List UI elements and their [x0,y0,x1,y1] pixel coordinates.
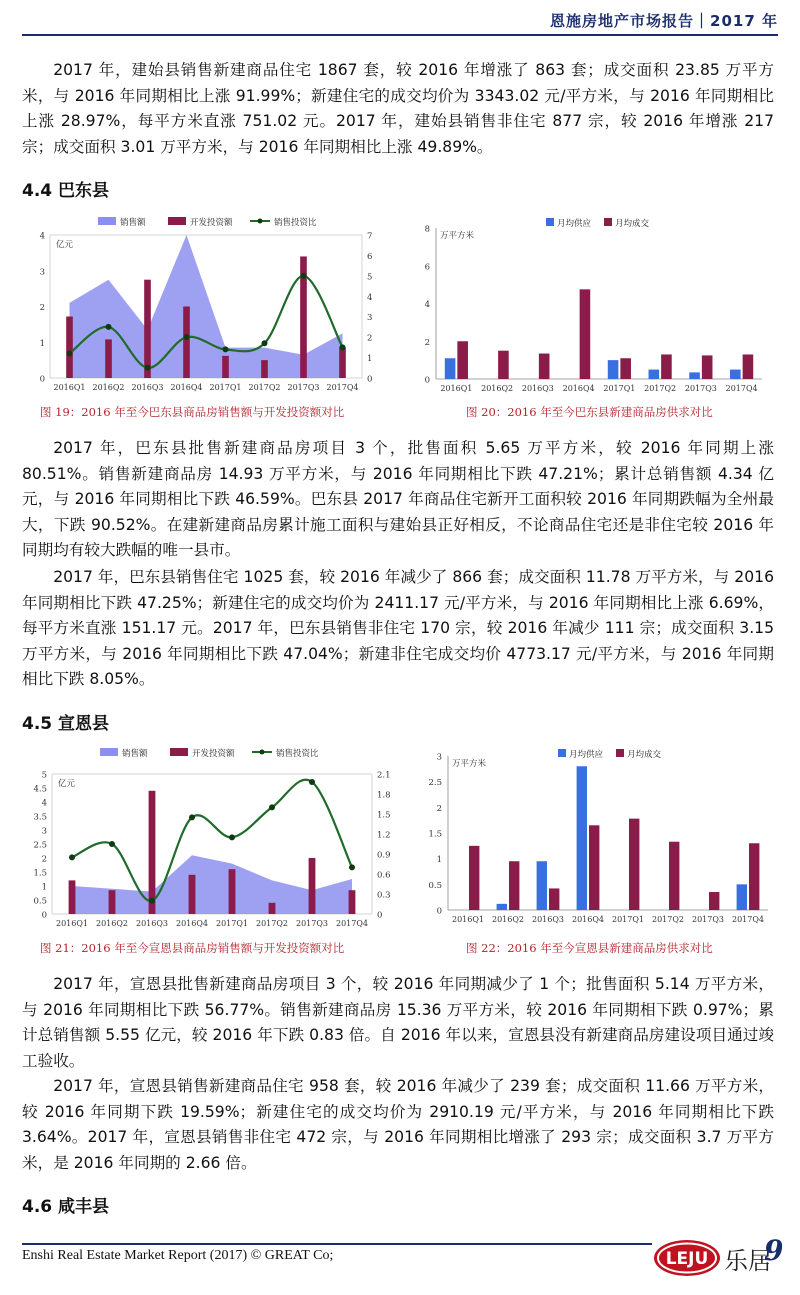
x-tick-label: 2016Q2 [491,915,525,924]
x-tick-label: 2017Q2 [248,383,281,392]
x-tick-label: 2016Q4 [175,919,209,928]
x-tick-label: 2016Q4 [562,384,595,393]
deal-bar [702,355,713,379]
x-tick-label: 2016Q2 [92,383,125,392]
left-tick-label: 2.5 [33,840,47,851]
x-tick-label: 2017Q3 [684,384,717,393]
deal-bar [629,819,639,910]
x-tick-label: 2017Q2 [644,384,677,393]
x-tick-label: 2016Q4 [170,383,203,392]
invest-bar [261,360,268,378]
ratio-point [309,779,315,785]
deal-bar [743,354,754,379]
x-tick-label: 2017Q3 [295,919,329,928]
para-xuanen-2: 2017 年，宣恩县销售新建商品住宅 958 套，较 2016 年减少了 239 套；成交面积 11.66 万平方米，较 2016 年同期下跌 19.59%；新建住宅的成交均价为 2910.19 元/平方米，与 2016 年同期相比下跌 3.64%。2017 年，宣恩县销售非住宅 472 宗，与 2016 年同期相比增涨了 293 宗；成交面积 3.7 万平方米，是 2016 年同期的 2.66 倍。 [22,1077,774,1172]
ratio-point [145,365,151,371]
left-tick-label: 1 [39,338,45,349]
x-tick-label: 2016Q1 [53,383,86,392]
legend-label-ratio: 销售投资比 [276,749,319,759]
page-header [22,8,778,36]
left-tick-label: 4.5 [33,784,47,795]
legend-swatch-deal [604,218,612,226]
unit-label: 亿元 [58,779,76,789]
y-tick-label: 8 [424,224,430,235]
ratio-point [69,854,75,860]
right-tick-label: 0.9 [377,850,391,861]
footer-text: Enshi Real Estate Market Report (2017) © GREAT Co; [22,1248,334,1263]
supply-bar [537,861,547,910]
fig20-caption: 图 20：2016 年至今巴东县新建商品房供求对比 [466,405,713,419]
legend-label-supply: 月均供应 [569,750,604,760]
y-tick-label: 4 [424,300,430,310]
supply-bar [445,358,456,379]
y-tick-label: 0 [424,375,430,386]
y-tick-label: 2 [436,803,442,814]
right-tick-label: 1.5 [377,810,391,821]
x-tick-label: 2016Q1 [451,915,485,924]
unit-label: 万平方米 [440,231,475,241]
legend-label-supply: 月均供应 [557,219,592,229]
ratio-point [223,346,229,352]
left-tick-label: 1 [41,882,47,893]
legend-swatch-supply [546,218,554,226]
legend-label-sales: 销售额 [122,749,148,759]
left-tick-label: 4 [41,798,47,809]
fig21-svg [22,744,402,940]
legend-swatch-deal [616,749,624,757]
para-xuanen-1: 2017 年，宣恩县批售新建商品房项目 3 个，较 2016 年同期减少了 1 个；批售面积 5.14 万平方米，与 2016 年同期相比下跌 56.77%。销售新建商品房 15.36 万平方米，较 2016 年同期相下跌 0.97%；累计总销售额 5.55 亿元，较 2016 年下跌 0.83 倍。自 2016 年以来，宣恩县没有新建商品房建设项目通过竣工验收。 [22,975,774,1070]
legend-label-deal: 月均成交 [615,219,650,229]
ratio-point [262,340,268,346]
fig19-caption: 图 19：2016 年至今巴东县商品房销售额与开发投资额对比 [40,405,345,419]
section-heading-4-4: 4.4 巴东县 [22,181,110,201]
right-tick-label: 7 [367,231,373,242]
right-tick-label: 2.1 [377,770,391,781]
legend-label-deal: 月均成交 [627,750,662,760]
x-tick-label: 2016Q3 [531,915,565,924]
y-tick-label: 1.5 [428,829,442,840]
ratio-point [301,273,307,279]
left-tick-label: 4 [39,231,45,242]
fig21-caption: 图 21：2016 年至今宣恩县商品房销售额与开发投资额对比 [40,941,345,955]
invest-bar [66,317,73,378]
fig20-svg [410,213,780,403]
deal-bar [661,354,672,379]
ratio-point [109,841,115,847]
x-tick-label: 2017Q3 [287,383,320,392]
right-tick-label: 0 [377,910,383,921]
x-tick-label: 2017Q4 [335,919,369,928]
legend-swatch-invest [170,748,188,756]
para-badong-1: 2017 年，巴东县批售新建商品房项目 3 个，批售面积 5.65 万平方米，较 2016 年同期上涨 80.51%。销售新建商品房 14.93 万平方米，与 2016 年同期相比下跌 47.21%；累计总销售额 4.34 亿元，与 2016 年同期相比下跌 46.59%。巴东县 2017 年商品住宅新开工面积较 2016 年同期跌幅为全州最大，下跌 90.52%。在建新建商品房累计施工面积与建始县正好相反，不论商品住宅还是非住宅较 2016 年同期均有较大跌幅的唯一县市。 [22,439,774,559]
supply-bar [577,766,587,910]
legend-swatch-sales [98,217,116,225]
leju-logo [652,1226,782,1282]
x-tick-label: 2017Q1 [611,915,645,924]
deal-bar [498,351,509,379]
right-tick-label: 6 [367,251,373,262]
deal-bar [589,825,599,910]
invest-bar [183,307,190,379]
y-tick-label: 1 [436,855,442,866]
supply-bar [497,904,507,910]
deal-bar [620,358,631,379]
page-number: 9 [764,1234,782,1267]
right-tick-label: 2 [367,333,373,344]
deal-bar [580,289,591,379]
ratio-point [269,804,275,810]
ratio-point [340,344,346,350]
deal-bar [749,843,759,910]
y-tick-label: 0.5 [428,880,442,891]
x-tick-label: 2017Q3 [691,915,725,924]
para-badong-2: 2017 年，巴东县销售住宅 1025 套，较 2016 年减少了 866 套；成交面积 11.78 万平方米，与 2016 年同期相比下跌 47.25%；新建住宅的成交均价为 2411.17 元/平方米，与 2016 年同期相比上涨 6.69%，每平方米直涨 151.17 元。2017 年，巴东县销售非住宅 170 宗，较 2016 年减少 111 宗；成交面积 3.15 万平方米，与 2016 年同期相比下跌 47.04%；新建非住宅成交均价 4773.17 元/平方米，与 2016 年同期相比下跌 8.05%。 [22,568,774,688]
para-jianshi: 2017 年，建始县销售新建商品住宅 1867 套，较 2016 年增涨了 863 套；成交面积 23.85 万平方米，与 2016 年同期相比上涨 91.99%；新建住宅的成交均价为 3343.02 元/平方米，与 2016 年同期相比上涨 28.97%，每平方米直涨 751.02 元。2017 年，建始县销售非住宅 877 宗，较 2016 年增涨 217 宗；成交面积 3.01 万平方米，与 2016 年同期相比上涨 49.89%。 [22,61,774,156]
invest-bar [309,858,316,914]
x-tick-label: 2016Q4 [571,915,605,924]
y-tick-label: 2.5 [428,778,442,789]
x-tick-label: 2017Q4 [725,384,758,393]
left-tick-label: 3.5 [33,812,47,823]
logo-word: LEJU [665,1249,709,1269]
deal-bar [669,842,679,910]
x-tick-label: 2017Q4 [326,383,359,392]
supply-bar [730,370,741,379]
right-tick-label: 1.2 [377,830,391,841]
supply-bar [689,372,700,379]
y-tick-label: 2 [424,337,430,348]
x-tick-label: 2017Q1 [215,919,249,928]
fig21-chart [22,744,402,940]
right-tick-label: 3 [367,313,373,324]
legend-dot-ratio [258,219,263,224]
ratio-point [184,334,190,340]
deal-bar [469,846,479,910]
left-tick-label: 0 [41,910,47,921]
unit-label: 万平方米 [452,759,487,769]
y-tick-label: 0 [436,906,442,917]
invest-bar [105,339,112,378]
fig19-chart [22,213,392,403]
ratio-point [106,324,112,330]
y-tick-label: 6 [424,262,430,273]
legend-label-ratio: 销售投资比 [274,218,317,228]
invest-bar [339,347,346,378]
supply-bar [649,370,660,379]
x-tick-label: 2017Q1 [209,383,242,392]
ratio-point [149,898,155,904]
left-tick-label: 5 [41,770,47,781]
fig22-svg [418,744,780,940]
fig22-chart [418,744,780,940]
invest-bar [144,280,151,378]
x-tick-label: 2017Q2 [651,915,685,924]
deal-bar [539,354,550,379]
x-tick-label: 2016Q3 [131,383,164,392]
section-heading-4-6: 4.6 咸丰县 [22,1197,110,1217]
left-tick-label: 1.5 [33,868,47,879]
left-tick-label: 0 [39,374,45,385]
legend-swatch-invest [168,217,186,225]
fig19-svg [22,213,392,403]
x-tick-label: 2016Q1 [440,384,473,393]
left-tick-label: 2 [39,303,45,313]
legend-label-invest: 开发投资额 [192,749,235,759]
invest-bar [349,890,356,914]
right-tick-label: 1.8 [377,790,391,801]
right-tick-label: 5 [367,272,373,283]
deal-bar [549,888,559,910]
invest-bar [109,890,116,914]
legend-label-sales: 销售额 [120,218,146,228]
logo-cn: 乐居 [724,1247,772,1275]
x-tick-label: 2017Q1 [603,384,636,393]
ratio-point [349,864,355,870]
ratio-point [229,834,235,840]
legend-swatch-sales [100,748,118,756]
left-tick-label: 3 [39,267,45,278]
x-tick-label: 2016Q2 [95,919,129,928]
ratio-point [67,350,73,356]
legend-label-invest: 开发投资额 [190,218,233,228]
y-tick-label: 3 [436,752,442,763]
fig20-chart [410,213,780,403]
supply-bar [737,884,747,910]
x-tick-label: 2016Q3 [521,384,554,393]
left-tick-label: 3 [41,826,47,837]
ratio-point [189,814,195,820]
left-tick-label: 2 [41,854,47,865]
invest-bar [69,880,76,914]
deal-bar [457,341,468,379]
header-title: 恩施房地产市场报告｜2017 年 [550,12,778,30]
supply-bar [608,360,619,379]
right-tick-label: 1 [367,354,373,365]
right-tick-label: 0 [367,374,373,385]
legend-swatch-supply [558,749,566,757]
x-tick-label: 2017Q2 [255,919,289,928]
x-tick-label: 2016Q1 [55,919,89,928]
footer-rule [22,1243,652,1245]
leju-logo-svg [652,1226,782,1282]
legend-dot-ratio [260,750,265,755]
invest-bar [229,869,236,914]
right-tick-label: 0.3 [377,890,391,901]
invest-bar [149,791,156,914]
section-heading-4-5: 4.5 宣恩县 [22,714,110,734]
deal-bar [509,861,519,910]
x-tick-label: 2017Q4 [731,915,765,924]
deal-bar [709,892,719,910]
invest-bar [189,875,196,914]
unit-label: 亿元 [56,240,74,250]
right-tick-label: 0.6 [377,870,391,881]
x-tick-label: 2016Q3 [135,919,169,928]
left-tick-label: 0.5 [33,896,47,907]
fig22-caption: 图 22：2016 年至今宣恩县新建商品房供求对比 [466,941,713,955]
invest-bar [222,356,229,378]
invest-bar [269,903,276,914]
x-tick-label: 2016Q2 [481,384,514,393]
right-tick-label: 4 [367,292,373,303]
